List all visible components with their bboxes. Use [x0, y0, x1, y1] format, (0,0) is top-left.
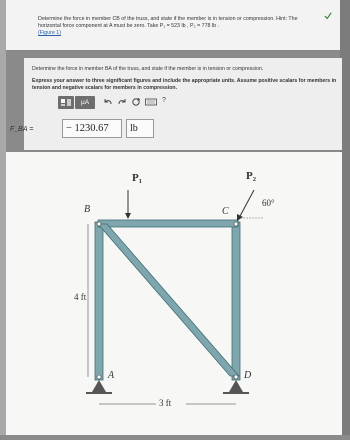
truss-diagram — [6, 152, 342, 435]
problem-line-2: horizontal force component at A must be zero. Take P₁ = 523 lb , P₂ = 778 lb . — [38, 23, 220, 29]
label-d: D — [244, 370, 252, 381]
label-60-degrees: 60° — [262, 198, 275, 208]
figure-link[interactable]: (Figure 1) — [38, 30, 61, 36]
reset-icon[interactable] — [131, 97, 141, 107]
help-button[interactable]: ? — [162, 97, 166, 104]
member-bc — [98, 220, 238, 227]
pin-d — [234, 375, 238, 379]
answer-unit-input[interactable]: lb — [126, 119, 154, 138]
problem-statement — [38, 16, 338, 37]
truss-figure — [6, 152, 342, 435]
member-cd — [232, 222, 240, 380]
pin-b — [97, 222, 101, 226]
check-icon — [324, 12, 332, 20]
pin-c — [234, 222, 238, 226]
label-a: A — [108, 370, 115, 381]
support-a — [86, 380, 112, 393]
problem-line-1: Determine the force in member CB of the truss, and state if the member is in tension or compression. Hint: The — [38, 16, 298, 22]
support-d — [223, 380, 249, 393]
pin-a — [97, 375, 101, 379]
problem-statement-card — [6, 0, 340, 50]
keyboard-icon[interactable] — [145, 97, 157, 107]
answer-label: F_BA = — [10, 126, 34, 133]
label-c: C — [222, 206, 229, 217]
templates-button[interactable] — [58, 96, 74, 109]
redo-icon[interactable] — [117, 97, 127, 107]
label-p1: P₁ — [132, 172, 143, 184]
part-instructions: Express your answer to three significant figures and include the appropriate units. Assume positive scalars for members in tension and negative scalars for members in compression. — [32, 78, 337, 91]
label-p2: P₂ — [246, 170, 257, 182]
load-p1-arrow — [125, 190, 131, 219]
label-b: B — [84, 204, 91, 215]
mu-units-button[interactable] — [75, 96, 95, 109]
answer-toolbar — [58, 94, 218, 112]
label-3ft: 3 ft — [159, 398, 172, 408]
undo-icon[interactable] — [103, 97, 113, 107]
member-ab — [95, 222, 103, 380]
templates-icon — [58, 96, 74, 109]
part-question: Determine the force in member BA of the truss, and state if the member is in tension or compression. — [32, 66, 264, 72]
label-4ft: 4 ft — [74, 292, 87, 302]
answer-value-input[interactable]: − 1230.67 — [62, 119, 122, 138]
member-bd — [98, 224, 239, 376]
load-p2-arrow — [237, 190, 264, 221]
mu-units-label: μA — [80, 99, 90, 106]
